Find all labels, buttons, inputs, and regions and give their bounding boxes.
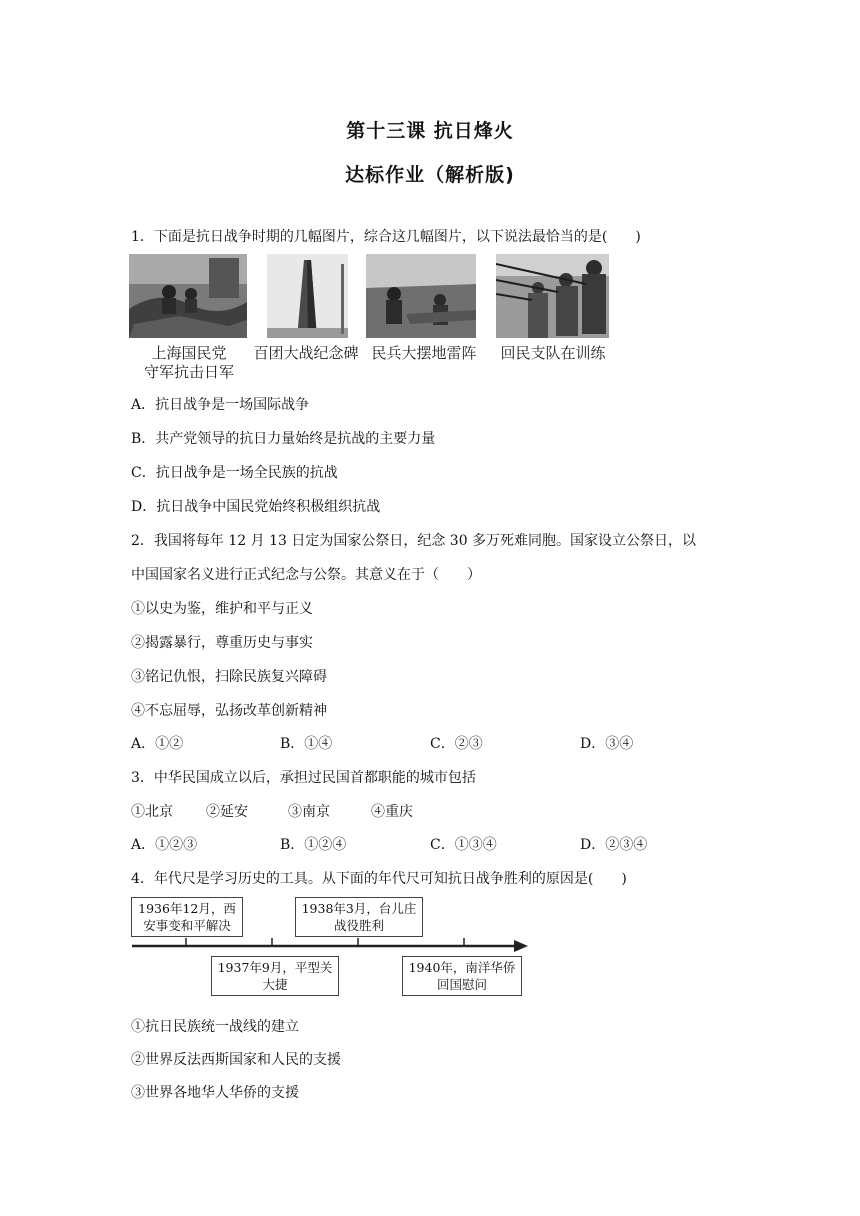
page-subtitle: 达标作业（解析版) — [345, 164, 515, 186]
q3-choice-b: B．①②④ — [280, 837, 347, 853]
q3-item-2: ②延安 — [206, 804, 248, 820]
timeline-figure — [128, 894, 538, 1002]
q4-item-2: ②世界反法西斯国家和人民的支援 — [131, 1052, 341, 1068]
q3-choice-d: D．②③④ — [580, 837, 648, 853]
photo-caption-4: 回民支队在训练 — [500, 344, 606, 362]
q4-item-1: ①抗日民族统一战线的建立 — [131, 1019, 299, 1035]
q2-choice-b: B．①④ — [280, 736, 333, 752]
landmine-photo — [366, 254, 476, 338]
page-title: 第十三课 抗日烽火 — [346, 120, 514, 142]
q3-stem: 3．中华民国成立以后，承担过民国首都职能的城市包括 — [131, 770, 476, 786]
photo-caption-1: 上海国民党 守军抗击日军 — [143, 344, 234, 381]
q2-stem-line2: 中国国家名义进行正式纪念与公祭。其意义在于（ ） — [131, 567, 481, 583]
q2-item-4: ④不忘屈辱，弘扬改革创新精神 — [131, 703, 327, 719]
q1-stem: 1．下面是抗日战争时期的几幅图片，综合这几幅图片，以下说法最恰当的是( ) — [131, 229, 641, 245]
q2-item-2: ②揭露暴行，尊重历史与事实 — [131, 635, 313, 651]
q3-choice-c: C．①③④ — [430, 837, 497, 853]
q4-item-3: ③世界各地华人华侨的支援 — [131, 1085, 299, 1101]
q1-option-c: C．抗日战争是一场全民族的抗战 — [131, 465, 338, 481]
q2-choice-a: A．①② — [131, 736, 184, 752]
photo-caption-3: 民兵大摆地雷阵 — [371, 344, 477, 362]
q2-item-3: ③铭记仇恨，扫除民族复兴障碍 — [131, 669, 327, 685]
q4-stem: 4．年代尺是学习历史的工具。从下面的年代尺可知抗日战争胜利的原因是( ) — [131, 871, 627, 887]
timeline-event-1940: 1940年，南洋华侨 回国慰问 — [402, 956, 522, 996]
timeline-event-1937: 1937年9月，平型关 大捷 — [211, 956, 339, 996]
q1-option-b: B．共产党领导的抗日力量始终是抗战的主要力量 — [131, 431, 436, 447]
timeline-event-1938: 1938年3月，台儿庄 战役胜利 — [295, 897, 423, 937]
q2-choice-c: C．②③ — [430, 736, 483, 752]
q2-stem-line1: 2．我国将每年 12 月 13 日定为国家公祭日，纪念 30 多万死难同胞。国家设立公祭日，以 — [131, 533, 697, 549]
q3-item-3: ③南京 — [288, 804, 330, 820]
q1-option-d: D．抗日战争中国民党始终积极组织抗战 — [131, 499, 381, 515]
photo-caption-2: 百团大战纪念碑 — [253, 344, 359, 362]
q3-item-4: ④重庆 — [371, 804, 413, 820]
q3-choice-a: A．①②③ — [131, 837, 198, 853]
q2-item-1: ①以史为鉴，维护和平与正义 — [131, 601, 313, 617]
monument-photo — [267, 254, 348, 338]
timeline-event-1936: 1936年12月，西 安事变和平解决 — [131, 897, 243, 937]
q2-choice-d: D．③④ — [580, 736, 634, 752]
q3-item-1: ①北京 — [131, 804, 173, 820]
q1-option-a: A．抗日战争是一场国际战争 — [131, 397, 310, 413]
soldiers-trench-photo — [129, 254, 247, 338]
rifle-training-photo — [496, 254, 609, 338]
